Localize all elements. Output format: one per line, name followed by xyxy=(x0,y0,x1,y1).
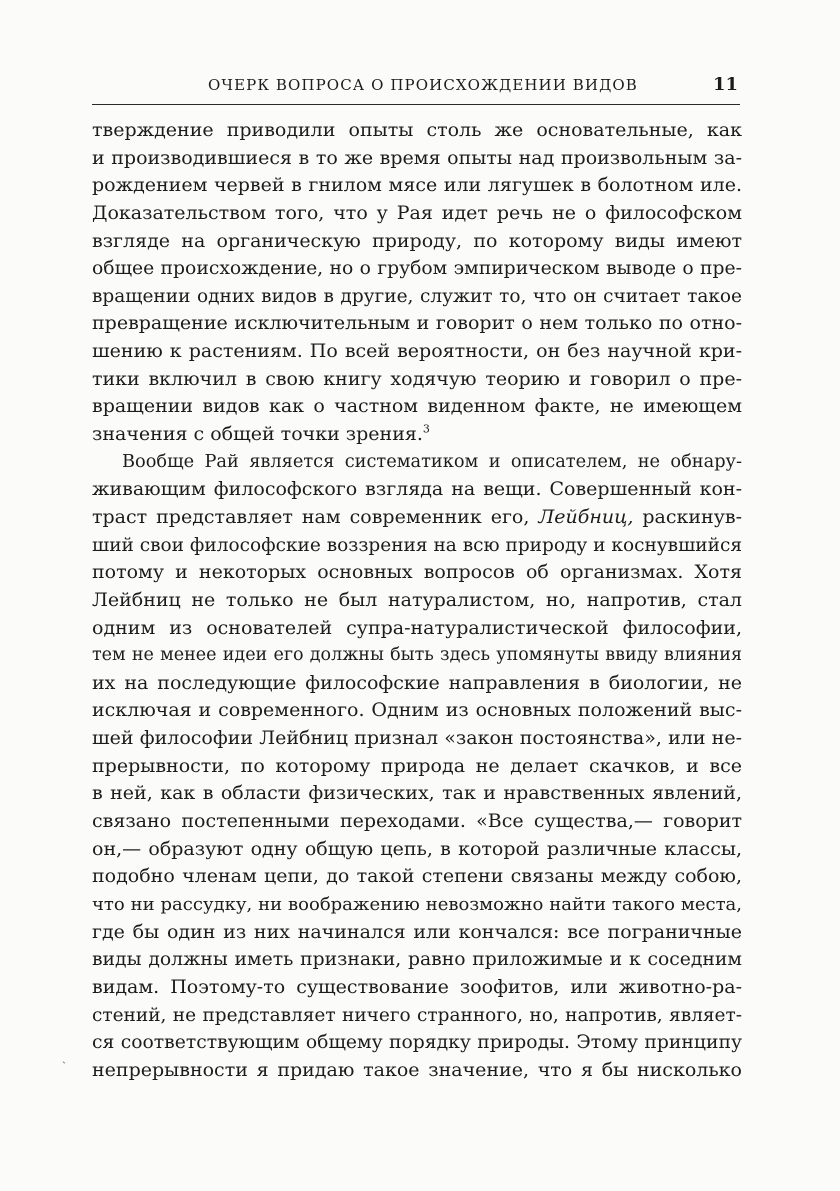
text-line: шению к растениям. По всей вероятности, он без научной кри- xyxy=(92,340,742,363)
paragraph-end-text: значения с общей точки зрения. xyxy=(92,423,423,446)
text-line: и производившиеся в то же время опыты над произвольным за- xyxy=(92,146,742,169)
text-line: шей философии Лейбниц признал «закон постоянства», или не- xyxy=(92,727,742,750)
text-line: рождением червей в гнилом мясе или лягушек в болотном иле. xyxy=(92,174,742,197)
text-line: общее происхождение, но о грубом эмпирическом выводе о пре- xyxy=(92,258,742,280)
text-line: где бы один из них начинался или кончался: все пограничные xyxy=(92,920,742,943)
margin-mark: ˏ xyxy=(62,1050,66,1064)
text-line: тем не менее идеи его должны быть здесь упомянуты ввиду влияния xyxy=(92,645,742,666)
text-line: видам. Поэтому-то существование зоофитов, или животно-ра- xyxy=(92,975,742,998)
text-line xyxy=(92,421,742,449)
text-line: их на последующие философские направления в биологии, не xyxy=(92,671,742,694)
footnote-reference: 3 xyxy=(422,422,430,436)
text-line: исключая и современного. Одним из основных положений выс- xyxy=(92,699,742,722)
text-line: прерывности, по которому природа не делает скачков, и все xyxy=(92,754,742,777)
text-span: раскинув- xyxy=(642,505,743,528)
text-line: виды должны иметь признаки, равно приложимые и к соседним xyxy=(92,949,742,971)
text-line: тверждение приводили опыты столь же основательные, как xyxy=(92,119,742,141)
text-line: Вообще Рай является систематиком и описателем, не обнару- xyxy=(122,451,742,472)
text-line: тики включил в свою книгу ходячую теорию и говорил о пре- xyxy=(92,367,742,390)
text-line: живающим философского взгляда на вещи. Совершенный кон- xyxy=(92,478,742,501)
text-line: Лейбниц не только не был натуралистом, но, напротив, стал xyxy=(92,588,742,611)
text-line: стений, не представляет ничего странного, но, напротив, являет- xyxy=(92,1004,742,1026)
text-line: потому и некоторых основных вопросов об организмах. Хотя xyxy=(92,561,742,584)
text-line xyxy=(92,504,742,532)
text-line: он,— образуют одну общую цепь, в которой различные классы, xyxy=(92,837,742,860)
running-header xyxy=(92,74,740,105)
text-line: ся соответствующим общему порядку природы. Этому принципу xyxy=(92,1032,742,1054)
text-line: Доказательством того, что у Рая идет речь не о философском xyxy=(92,201,742,224)
page-number: 11 xyxy=(712,74,738,95)
text-line: вращении одних видов в другие, служит то, что он считает такое xyxy=(92,285,742,307)
text-line: превращение исключительным и говорит о нем только по отно- xyxy=(92,312,742,335)
body-text xyxy=(92,117,742,1084)
text-line: ший свои философские воззрения на всю природу и коснувшийся xyxy=(92,534,742,556)
text-line: в ней, как в области физических, так и нравственных явлений, xyxy=(92,782,742,805)
text-line: связано постепенными переходами. «Все существа,— говорит xyxy=(92,810,742,833)
emphasized-name: Лейбниц, xyxy=(538,505,634,528)
text-line: что ни рассудку, ни воображению невозможно найти такого места, xyxy=(92,893,742,915)
text-line: взгляде на органическую природу, по которому виды имеют xyxy=(92,229,742,252)
text-span: траст представляет нам современник его, xyxy=(92,505,530,528)
text-line: подобно членам цепи, до такой степени связаны между собою, xyxy=(92,865,742,888)
text-line: вращении видов как о частном виденном факте, не имеющем xyxy=(92,395,742,418)
running-title: ОЧЕРК ВОПРОСА О ПРОИСХОЖДЕНИИ ВИДОВ xyxy=(208,76,638,94)
text-line: непрерывности я придаю такое значение, что я бы нисколько xyxy=(92,1058,742,1081)
text-line: одним из основателей супра-натуралистической философии, xyxy=(92,616,742,639)
